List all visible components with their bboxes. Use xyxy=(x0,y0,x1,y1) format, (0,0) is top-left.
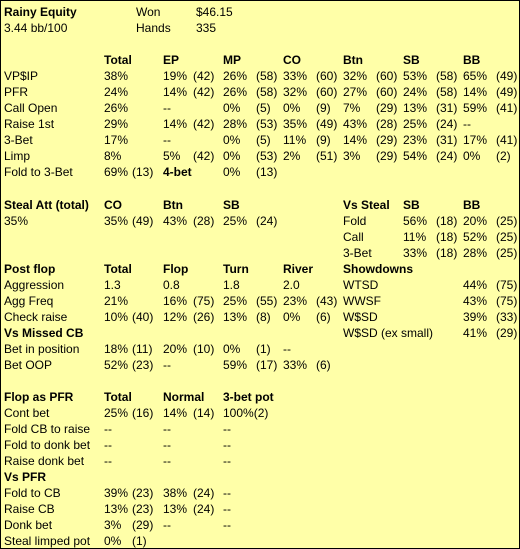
stat-count: (9) xyxy=(316,133,331,147)
stat-value: 10% xyxy=(104,310,129,324)
stat-value: 14% xyxy=(163,85,188,99)
stat-value: -- xyxy=(163,438,171,452)
preflop-row-label: 3-Bet xyxy=(4,133,33,147)
stat-value: 12% xyxy=(163,310,188,324)
stat-value: 38% xyxy=(104,69,129,83)
postflop-header-total: Total xyxy=(104,262,132,276)
stat-value: 11% xyxy=(283,133,307,147)
stat-value: 11% xyxy=(403,230,427,244)
stat-value: -- xyxy=(163,358,171,372)
showdown-row-label: W$SD (ex small) xyxy=(343,326,434,340)
stat-count: (23) xyxy=(132,358,154,372)
stat-value: 59% xyxy=(463,101,488,115)
stat-count: (29) xyxy=(376,149,398,163)
stat-value: 32% xyxy=(343,69,368,83)
stat-count: (58) xyxy=(256,69,278,83)
flop-as-pfr-header-total: Total xyxy=(104,390,132,404)
postflop-header-river: River xyxy=(283,262,314,276)
stat-value: 100%(2) xyxy=(223,406,269,420)
stat-count: (2) xyxy=(496,149,511,163)
stat-value: 53% xyxy=(403,69,428,83)
stat-value: -- xyxy=(463,117,471,131)
stat-value: 21% xyxy=(104,294,129,308)
stat-value: 16% xyxy=(163,294,188,308)
stat-count: (42) xyxy=(193,149,215,163)
vs-steal-row-label: Fold xyxy=(343,214,367,228)
stat-count: (24) xyxy=(436,117,458,131)
stat-count: (28) xyxy=(193,214,215,228)
stat-count: (25) xyxy=(496,230,518,244)
preflop-row-label: VP$IP xyxy=(4,69,39,83)
stat-count: (58) xyxy=(436,69,458,83)
stat-value: 26% xyxy=(223,69,248,83)
stat-count: (60) xyxy=(376,69,398,83)
stat-value: 52% xyxy=(463,230,488,244)
stat-count: (18) xyxy=(436,246,458,260)
flop-as-pfr-header-normal: Normal xyxy=(163,390,205,404)
stat-count: (8) xyxy=(256,310,271,324)
stat-value: 0% xyxy=(223,149,241,163)
stat-value: 59% xyxy=(223,358,248,372)
stat-count: (75) xyxy=(496,278,518,292)
stat-value: -- xyxy=(104,438,112,452)
stat-value: -- xyxy=(223,518,231,532)
stat-value: 33% xyxy=(283,69,308,83)
stat-count: (29) xyxy=(376,133,398,147)
stat-count: (40) xyxy=(132,310,154,324)
stat-value: 0% xyxy=(283,310,301,324)
stat-value: 20% xyxy=(463,214,488,228)
stat-count: (49) xyxy=(496,85,518,99)
stat-count: (14) xyxy=(193,406,215,420)
stat-value: 65% xyxy=(463,69,488,83)
stat-value: 1.8 xyxy=(223,278,240,292)
stat-value: 0% xyxy=(223,342,241,356)
postflop-row-label: Check raise xyxy=(4,310,68,324)
vs-pfr-row-label: Fold to CB xyxy=(4,486,61,500)
preflop-header-btn: Btn xyxy=(343,53,363,67)
stat-value: 24% xyxy=(403,85,428,99)
stat-value: 35% xyxy=(283,117,308,131)
stat-value: 3% xyxy=(343,149,361,163)
stat-value: 23% xyxy=(403,133,428,147)
stat-value: 43% xyxy=(163,214,188,228)
stat-value: 23% xyxy=(283,294,308,308)
won-value: $46.15 xyxy=(196,5,233,19)
stat-count: (13) xyxy=(256,165,278,179)
vs-pfr-title: Vs PFR xyxy=(4,470,47,484)
stat-count: (9) xyxy=(316,101,331,115)
postflop-row-label: Agg Freq xyxy=(4,294,54,308)
stat-value: 54% xyxy=(403,149,428,163)
stat-value: 29% xyxy=(104,117,129,131)
preflop-header-ep: EP xyxy=(163,53,180,67)
stat-value: 14% xyxy=(343,133,368,147)
stat-value: -- xyxy=(283,342,291,356)
stat-count: (75) xyxy=(496,294,518,308)
stat-count: (55) xyxy=(256,294,278,308)
preflop-header-total: Total xyxy=(104,53,132,67)
stat-value: -- xyxy=(104,422,112,436)
stat-count: (42) xyxy=(193,69,215,83)
stat-value: 39% xyxy=(463,310,488,324)
stat-count: (17) xyxy=(256,358,278,372)
stat-value: 39% xyxy=(104,486,129,500)
postflop-row-label: Aggression xyxy=(4,278,65,292)
stat-count: (42) xyxy=(193,85,215,99)
steal-title: Steal Att (total) xyxy=(4,198,89,212)
stat-value: 25% xyxy=(104,406,129,420)
stat-count: (10) xyxy=(193,342,215,356)
preflop-row-label: PFR xyxy=(4,85,28,99)
stat-count: (43) xyxy=(316,294,338,308)
preflop-header-mp: MP xyxy=(223,53,241,67)
stat-count: (28) xyxy=(376,117,398,131)
stat-count: (5) xyxy=(256,101,271,115)
flop-as-pfr-row-label: Cont bet xyxy=(4,406,50,420)
four-bet-label: 4-bet xyxy=(163,165,192,179)
postflop-title: Post flop xyxy=(4,262,56,276)
stat-count: (25) xyxy=(496,246,518,260)
stat-value: 25% xyxy=(403,117,428,131)
stat-value: -- xyxy=(223,422,231,436)
steal-header-sb: SB xyxy=(223,198,240,212)
stat-value: 33% xyxy=(283,358,308,372)
stat-value: 0.8 xyxy=(163,278,180,292)
preflop-row-label: Limp xyxy=(4,149,31,163)
stat-value: 24% xyxy=(104,85,129,99)
stat-value: 0% xyxy=(223,165,241,179)
vs-steal-row-label: 3-Bet xyxy=(343,246,372,260)
flop-as-pfr-row-label: Raise donk bet xyxy=(4,454,85,468)
stat-value: 2% xyxy=(283,149,301,163)
stat-count: (24) xyxy=(193,486,215,500)
stat-count: (13) xyxy=(132,165,154,179)
stat-count: (29) xyxy=(496,326,518,340)
preflop-header-co: CO xyxy=(283,53,301,67)
stat-count: (60) xyxy=(316,69,338,83)
stat-count: (75) xyxy=(193,294,215,308)
stat-value: 0% xyxy=(104,534,122,548)
stat-count: (49) xyxy=(132,214,154,228)
stat-value: 26% xyxy=(104,101,129,115)
stat-value: -- xyxy=(223,454,231,468)
stat-value: 0% xyxy=(283,101,301,115)
stat-value: 1.3 xyxy=(104,278,121,292)
stat-value: 18% xyxy=(104,342,129,356)
steal-header-btn: Btn xyxy=(163,198,183,212)
stat-count: (24) xyxy=(193,502,215,516)
stat-value: 44% xyxy=(463,278,488,292)
bb-rate: 3.44 bb/100 xyxy=(4,21,68,35)
stat-value: 19% xyxy=(163,69,188,83)
stat-count: (26) xyxy=(193,310,215,324)
stat-value: -- xyxy=(163,518,171,532)
stat-value: 28% xyxy=(223,117,248,131)
stat-value: -- xyxy=(163,422,171,436)
stat-value: 2.0 xyxy=(283,278,300,292)
stat-value: 0% xyxy=(223,133,241,147)
stat-value: 26% xyxy=(223,85,248,99)
stat-value: 52% xyxy=(104,358,129,372)
hands-value: 335 xyxy=(196,21,217,35)
stat-count: (41) xyxy=(496,101,518,115)
stat-value: -- xyxy=(163,133,171,147)
showdown-row-label: W$SD xyxy=(343,310,378,324)
vs-steal-title: Vs Steal xyxy=(343,198,390,212)
stat-count: (6) xyxy=(316,310,331,324)
flop-as-pfr-title: Flop as PFR xyxy=(4,390,74,404)
stat-value: 33% xyxy=(403,246,428,260)
stat-value: 17% xyxy=(104,133,129,147)
showdown-row-label: WTSD xyxy=(343,278,379,292)
stat-count: (53) xyxy=(256,117,278,131)
vs-steal-header-sb: SB xyxy=(403,198,420,212)
stat-value: 3% xyxy=(104,518,122,532)
stat-value: 17% xyxy=(463,133,488,147)
steal-header-co: CO xyxy=(104,198,122,212)
vs-pfr-row-label: Steal limped pot xyxy=(4,534,91,548)
player-name: Rainy Equity xyxy=(4,5,77,19)
stat-value: 14% xyxy=(163,406,188,420)
stat-value: 27% xyxy=(343,85,368,99)
vs-pfr-row-label: Donk bet xyxy=(4,518,53,532)
stat-count: (1) xyxy=(132,534,147,548)
showdown-row-label: WWSF xyxy=(343,294,381,308)
preflop-header-bb: BB xyxy=(463,53,481,67)
stat-count: (18) xyxy=(436,230,458,244)
stat-value: 43% xyxy=(343,117,368,131)
vs-missed-cb-title: Vs Missed CB xyxy=(4,326,84,340)
stat-count: (60) xyxy=(376,85,398,99)
stat-count: (31) xyxy=(436,133,458,147)
stat-value: 41% xyxy=(463,326,488,340)
stat-count: (24) xyxy=(256,214,278,228)
stat-value: 0% xyxy=(463,149,481,163)
vs-missed-cb-row-label: Bet OOP xyxy=(4,358,53,372)
preflop-header-sb: SB xyxy=(403,53,420,67)
stat-count: (29) xyxy=(132,518,154,532)
vs-steal-header-bb: BB xyxy=(463,198,481,212)
stat-count: (11) xyxy=(132,342,153,356)
stat-count: (33) xyxy=(496,310,518,324)
stat-count: (60) xyxy=(316,85,338,99)
stat-value: 35% xyxy=(104,214,129,228)
vs-pfr-row-label: Raise CB xyxy=(4,502,55,516)
stat-value: 14% xyxy=(163,117,188,131)
stat-value: -- xyxy=(223,486,231,500)
flop-as-pfr-row-label: Fold CB to raise xyxy=(4,422,91,436)
stat-count: (24) xyxy=(436,149,458,163)
stat-count: (31) xyxy=(436,101,458,115)
stat-count: (16) xyxy=(132,406,154,420)
stat-value: 25% xyxy=(223,214,248,228)
stat-value: 69% xyxy=(104,165,129,179)
postflop-header-turn: Turn xyxy=(223,262,249,276)
stat-count: (1) xyxy=(256,342,271,356)
stat-count: (29) xyxy=(376,101,398,115)
stat-value: 28% xyxy=(463,246,488,260)
stat-count: (41) xyxy=(496,133,518,147)
stat-value: 13% xyxy=(403,101,428,115)
vs-missed-cb-row-label: Bet in position xyxy=(4,342,80,356)
showdowns-title: Showdowns xyxy=(343,262,413,276)
stat-value: 0% xyxy=(223,101,241,115)
steal-total: 35% xyxy=(4,214,29,228)
stat-count: (5) xyxy=(256,133,271,147)
flop-as-pfr-header-3bet-pot: 3-bet pot xyxy=(223,390,274,404)
stat-count: (25) xyxy=(496,214,518,228)
stat-value: 25% xyxy=(223,294,248,308)
vs-steal-row-label: Call xyxy=(343,230,364,244)
stat-value: -- xyxy=(223,502,231,516)
stat-value: 13% xyxy=(163,502,188,516)
stat-value: 20% xyxy=(163,342,188,356)
preflop-row-label: Raise 1st xyxy=(4,117,55,131)
stat-count: (58) xyxy=(436,85,458,99)
preflop-row-label: Call Open xyxy=(4,101,58,115)
stat-count: (23) xyxy=(132,486,154,500)
stat-count: (6) xyxy=(316,358,331,372)
stat-value: 38% xyxy=(163,486,188,500)
stat-value: 13% xyxy=(223,310,248,324)
stat-value: 43% xyxy=(463,294,488,308)
stat-value: 7% xyxy=(343,101,361,115)
stat-value: -- xyxy=(163,101,171,115)
stat-count: (53) xyxy=(256,149,278,163)
flop-as-pfr-row-label: Fold to donk bet xyxy=(4,438,91,452)
stat-value: 32% xyxy=(283,85,308,99)
won-label: Won xyxy=(136,5,161,19)
stat-count: (49) xyxy=(316,117,338,131)
stat-value: 14% xyxy=(463,85,488,99)
stat-value: -- xyxy=(223,438,231,452)
postflop-header-flop: Flop xyxy=(163,262,189,276)
stat-value: 13% xyxy=(104,502,129,516)
stat-value: -- xyxy=(104,454,112,468)
stat-value: 8% xyxy=(104,149,122,163)
stat-count: (58) xyxy=(256,85,278,99)
stat-count: (23) xyxy=(132,502,154,516)
preflop-row-label: Fold to 3-Bet xyxy=(4,165,73,179)
hands-label: Hands xyxy=(136,21,171,35)
stat-count: (51) xyxy=(316,149,338,163)
stat-value: 56% xyxy=(403,214,428,228)
stat-value: 5% xyxy=(163,149,181,163)
stat-count: (49) xyxy=(496,69,518,83)
stat-value: -- xyxy=(163,454,171,468)
stat-count: (42) xyxy=(193,117,215,131)
stat-count: (18) xyxy=(436,214,458,228)
